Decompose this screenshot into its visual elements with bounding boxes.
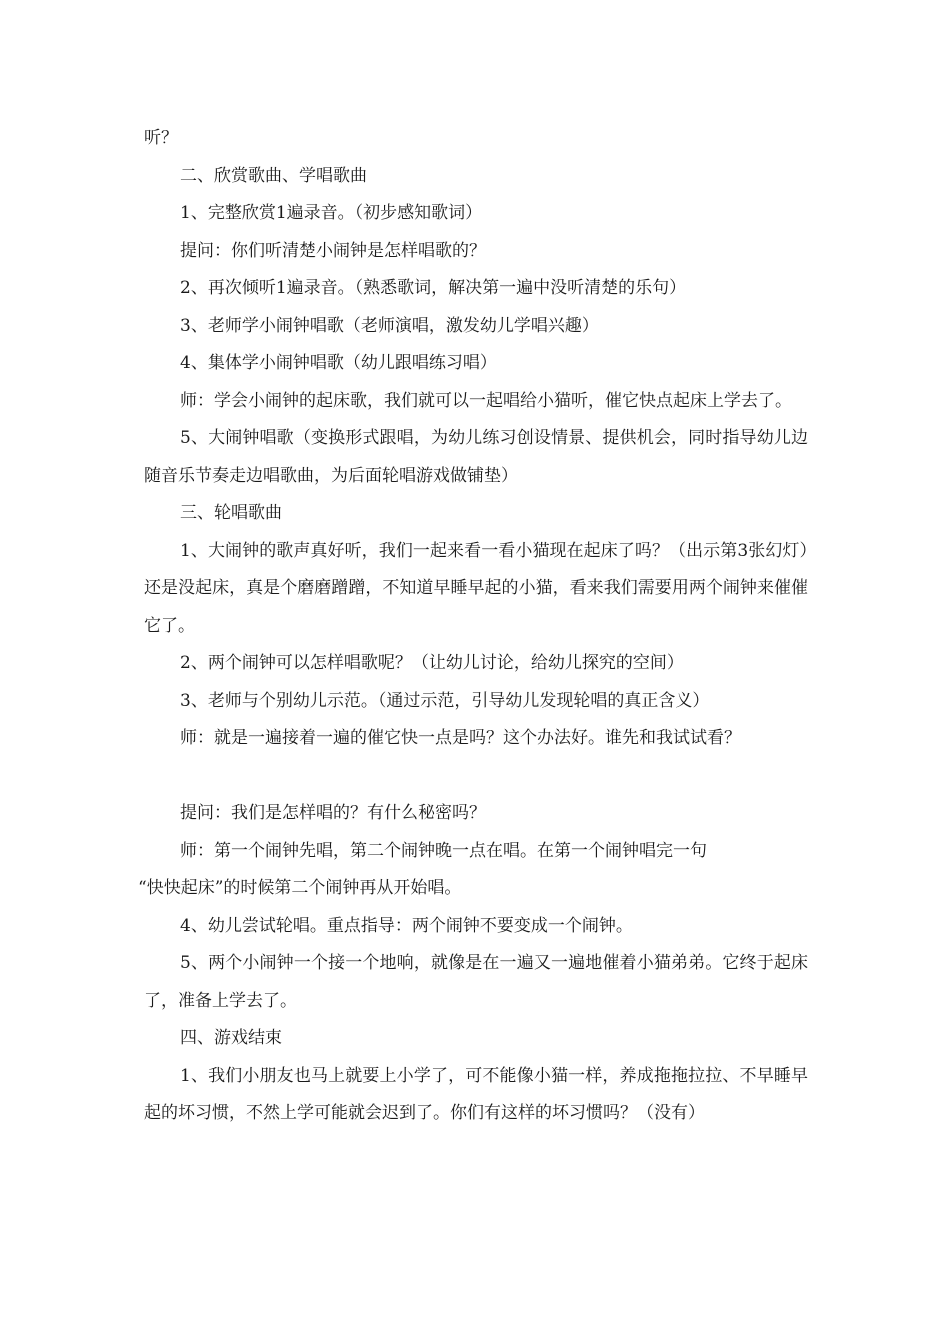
paragraph: 师：学会小闹钟的起床歌，我们就可以一起唱给小猫听，催它快点起床上学去了。 (180, 390, 792, 411)
paragraph: 4、幼儿尝试轮唱。重点指导：两个闹钟不要变成一个闹钟。 (180, 915, 633, 936)
paragraph: 听？ (144, 128, 178, 148)
paragraph: 1、完整欣赏1遍录音。（初步感知歌词） (180, 203, 483, 223)
paragraph: 提问：我们是怎样唱的？有什么秘密吗？ (180, 803, 486, 823)
paragraph: 2、两个闹钟可以怎样唱歌呢？（让幼儿讨论，给幼儿探究的空间） (180, 653, 684, 673)
paragraph: 师：就是一遍接着一遍的催它快一点是吗？这个办法好。谁先和我试试看？ (180, 728, 741, 748)
paragraph: 5、两个小闹钟一个接一个地响，就像是在一遍又一遍地催着小猫弟弟。它终于起床了，准备上学去了。 (144, 953, 808, 1011)
paragraph: “快快起床”的时候第二个闹钟再从开始唱。 (138, 878, 462, 898)
paragraph: 师：第一个闹钟先唱，第二个闹钟晚一点在唱。在第一个闹钟唱完一句 (180, 840, 707, 861)
paragraph: 3、老师与个别幼儿示范。（通过示范，引导幼儿发现轮唱的真正含义） (180, 690, 710, 711)
paragraph: 提问：你们听清楚小闹钟是怎样唱歌的？ (180, 240, 486, 261)
paragraph: 4、集体学小闹钟唱歌（幼儿跟唱练习唱） (180, 353, 497, 373)
document-body (138, 120, 808, 1133)
paragraph: 3、老师学小闹钟唱歌（老师演唱，激发幼儿学唱兴趣） (180, 315, 599, 336)
paragraph: 1、大闹钟的歌声真好听，我们一起来看一看小猫现在起床了吗？（出示第3张幻灯）还是没起床，真是个磨磨蹭蹭，不知道早睡早起的小猫，看来我们需要用两个闹钟来催催它了。 (144, 540, 808, 636)
paragraph: 5、大闹钟唱歌（变换形式跟唱，为幼儿练习创设情景、提供机会，同时指导幼儿边随音乐节奏走边唱歌曲，为后面轮唱游戏做铺垫） (144, 428, 808, 486)
paragraph: 2、再次倾听1遍录音。（熟悉歌词，解决第一遍中没听清楚的乐句） (180, 278, 687, 298)
section-heading: 二、欣赏歌曲、学唱歌曲 (180, 165, 367, 186)
section-heading: 三、轮唱歌曲 (180, 503, 282, 523)
section-heading: 四、游戏结束 (180, 1028, 282, 1048)
paragraph: 1、我们小朋友也马上就要上小学了，可不能像小猫一样，养成拖拖拉拉、不早睡早起的坏习惯，不然上学可能就会迟到了。你们有这样的坏习惯吗？（没有） (144, 1065, 808, 1123)
